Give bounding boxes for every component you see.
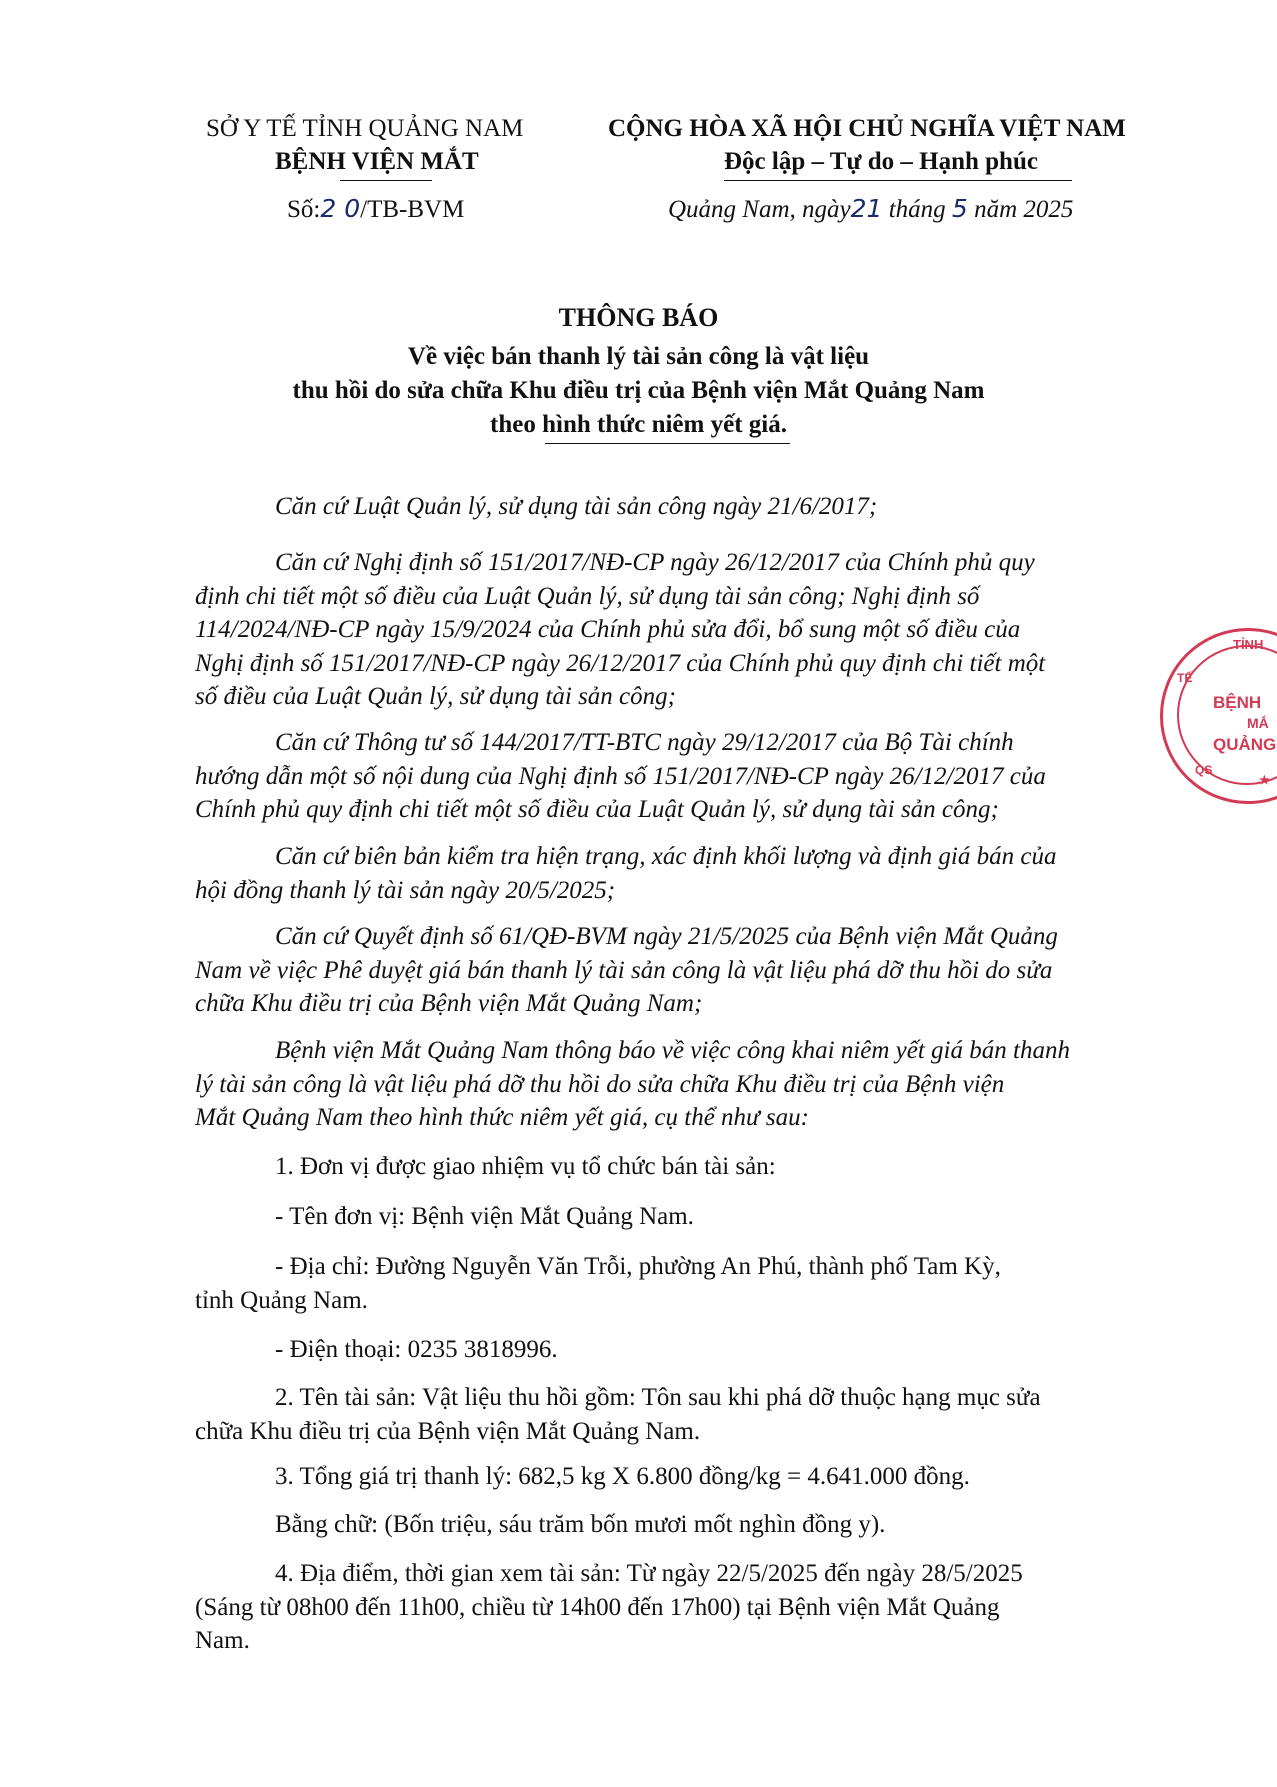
basis-line: hội đồng thanh lý tài sản ngày 20/5/2025; bbox=[195, 876, 616, 904]
date-day-handwritten: 21 bbox=[850, 194, 883, 223]
doc-subtitle-2: thu hồi do sửa chữa Khu điều trị của Bệnh viện Mắt Quảng Nam bbox=[292, 377, 985, 404]
seal-left-text: TẾ bbox=[1177, 671, 1193, 685]
doc-number-suffix: /TB-BVM bbox=[360, 196, 465, 223]
basis-line: lý tài sản công là vật liệu phá dỡ thu hồi do sửa chữa Khu điều trị của Bệnh viện bbox=[195, 1070, 1005, 1098]
basis-line: Nam về việc Phê duyệt giá bán thanh lý tài sản công là vật liệu phá dỡ thu hồi do sửa bbox=[195, 956, 1053, 984]
seal-text-2: MẮ bbox=[1247, 715, 1269, 731]
basis-3 bbox=[195, 726, 1170, 827]
seal-text-1: BỆNH bbox=[1213, 693, 1262, 712]
basis-4 bbox=[195, 840, 1170, 907]
body-line: 4. Địa điểm, thời gian xem tài sản: Từ ngày 22/5/2025 đến ngày 28/5/2025 bbox=[275, 1560, 1023, 1587]
basis-line: 114/2024/NĐ-CP ngày 15/9/2024 của Chính phủ sửa đổi, bổ sung một số điều của bbox=[195, 616, 1021, 643]
doc-number-prefix: Số: bbox=[287, 196, 321, 223]
date-text-1: Quảng Nam, ngày bbox=[668, 196, 851, 223]
basis-line: Căn cứ Nghị định số 151/2017/NĐ-CP ngày 26/12/2017 của Chính phủ quy bbox=[275, 549, 1035, 576]
doc-number bbox=[287, 194, 464, 224]
basis-1 bbox=[195, 490, 1170, 524]
body-line: - Tên đơn vị: Bệnh viện Mắt Quảng Nam. bbox=[275, 1203, 694, 1230]
body-line: - Địa chỉ: Đường Nguyễn Văn Trỗi, phường An Phú, thành phố Tam Kỳ, bbox=[275, 1253, 1001, 1280]
body-line: 3. Tổng giá trị thanh lý: 682,5 kg X 6.800 đồng/kg = 4.641.000 đồng. bbox=[275, 1463, 970, 1490]
basis-line: Nghị định số 151/2017/NĐ-CP ngày 26/12/2017 của Chính phủ quy định chi tiết một bbox=[195, 649, 1046, 677]
basis-line: Căn cứ biên bản kiểm tra hiện trạng, xác định khối lượng và định giá bán của bbox=[275, 843, 1057, 870]
body-line: Nam. bbox=[195, 1627, 250, 1654]
date-month-handwritten: 5 bbox=[951, 194, 968, 223]
seal-bottom-text: QS bbox=[1195, 763, 1213, 777]
body-line: - Điện thoại: 0235 3818996. bbox=[275, 1336, 558, 1363]
basis-line: Bệnh viện Mắt Quảng Nam thông báo về việc công khai niêm yết giá bán thanh bbox=[275, 1037, 1070, 1064]
seal-star-icon: ★ bbox=[1259, 773, 1270, 787]
item-4 bbox=[195, 1557, 1170, 1658]
item-2 bbox=[195, 1381, 1170, 1448]
official-seal bbox=[1160, 628, 1277, 804]
basis-6 bbox=[195, 1034, 1170, 1135]
basis-line: Chính phủ quy định chi tiết một số điều của Luật Quản lý, sử dụng tài sản công; bbox=[195, 796, 999, 823]
motto: Độc lập – Tự do – Hạnh phúc bbox=[724, 148, 1038, 175]
amount-in-words bbox=[195, 1508, 1170, 1542]
nation-title: CỘNG HÒA XÃ HỘI CHỦ NGHĨA VIỆT NAM bbox=[608, 115, 1126, 142]
doc-subtitle-3 bbox=[0, 411, 1277, 439]
title-underline bbox=[545, 443, 790, 444]
body-line: tỉnh Quảng Nam. bbox=[195, 1286, 368, 1314]
date-text-2: tháng bbox=[888, 196, 946, 223]
unit-address bbox=[195, 1250, 1170, 1317]
basis-line: Căn cứ Quyết định số 61/QĐ-BVM ngày 21/5/2025 của Bệnh viện Mắt Quảng bbox=[275, 923, 1058, 950]
body-line: (Sáng từ 08h00 đến 11h00, chiều từ 14h00 đến 17h00) tại Bệnh viện Mắt Quảng bbox=[195, 1593, 1000, 1621]
body-line: 2. Tên tài sản: Vật liệu thu hồi gồm: Tôn sau khi phá dỡ thuộc hạng mục sửa bbox=[275, 1384, 1041, 1411]
body-line: Bằng chữ: (Bốn triệu, sáu trăm bốn mươi mốt nghìn đồng y). bbox=[275, 1511, 886, 1538]
body-line: 1. Đơn vị được giao nhiệm vụ tổ chức bán tài sản: bbox=[275, 1153, 776, 1180]
body-line: chữa Khu điều trị của Bệnh viện Mắt Quảng Nam. bbox=[195, 1417, 701, 1445]
basis-line: hướng dẫn một số nội dung của Nghị định số 151/2017/NĐ-CP ngày 26/12/2017 của bbox=[195, 762, 1046, 790]
unit-phone bbox=[195, 1333, 1170, 1367]
basis-line: Căn cứ Thông tư số 144/2017/TT-BTC ngày 29/12/2017 của Bộ Tài chính bbox=[275, 729, 1014, 756]
basis-5 bbox=[195, 920, 1170, 1021]
place-date bbox=[668, 194, 1073, 224]
date-text-3: năm 2025 bbox=[974, 196, 1074, 223]
basis-line: Mắt Quảng Nam theo hình thức niêm yết giá, cụ thể như sau: bbox=[195, 1104, 809, 1131]
org-name: BỆNH VIỆN MẮT bbox=[275, 148, 479, 175]
motto-underline bbox=[724, 180, 1072, 181]
doc-subtitle-1: Về việc bán thanh lý tài sản công là vật liệu bbox=[407, 343, 870, 370]
unit-name bbox=[195, 1200, 1170, 1234]
basis-line: chữa Khu điều trị của Bệnh viện Mắt Quảng Nam; bbox=[195, 990, 703, 1017]
seal-top-text: TỈNH bbox=[1233, 637, 1264, 652]
item-1 bbox=[195, 1150, 1170, 1184]
item-3 bbox=[195, 1460, 1170, 1494]
basis-line: số điều của Luật Quản lý, sử dụng tài sản công; bbox=[195, 683, 676, 710]
basis-2 bbox=[195, 546, 1170, 714]
doc-subtitle-3-text: theo hình thức niêm yết giá. bbox=[490, 411, 787, 438]
seal-text-3: QUẢNG bbox=[1213, 735, 1277, 754]
org-name-underline bbox=[340, 180, 432, 181]
basis-line: định chi tiết một số điều của Luật Quản lý, sử dụng tài sản công; Nghị định số bbox=[195, 582, 980, 610]
doc-number-handwritten: 2 0 bbox=[320, 194, 361, 223]
org-parent: SỞ Y TẾ TỈNH QUẢNG NAM bbox=[206, 115, 524, 142]
basis-line: Căn cứ Luật Quản lý, sử dụng tài sản công ngày 21/6/2017; bbox=[275, 493, 878, 520]
doc-title: THÔNG BÁO bbox=[558, 303, 719, 332]
